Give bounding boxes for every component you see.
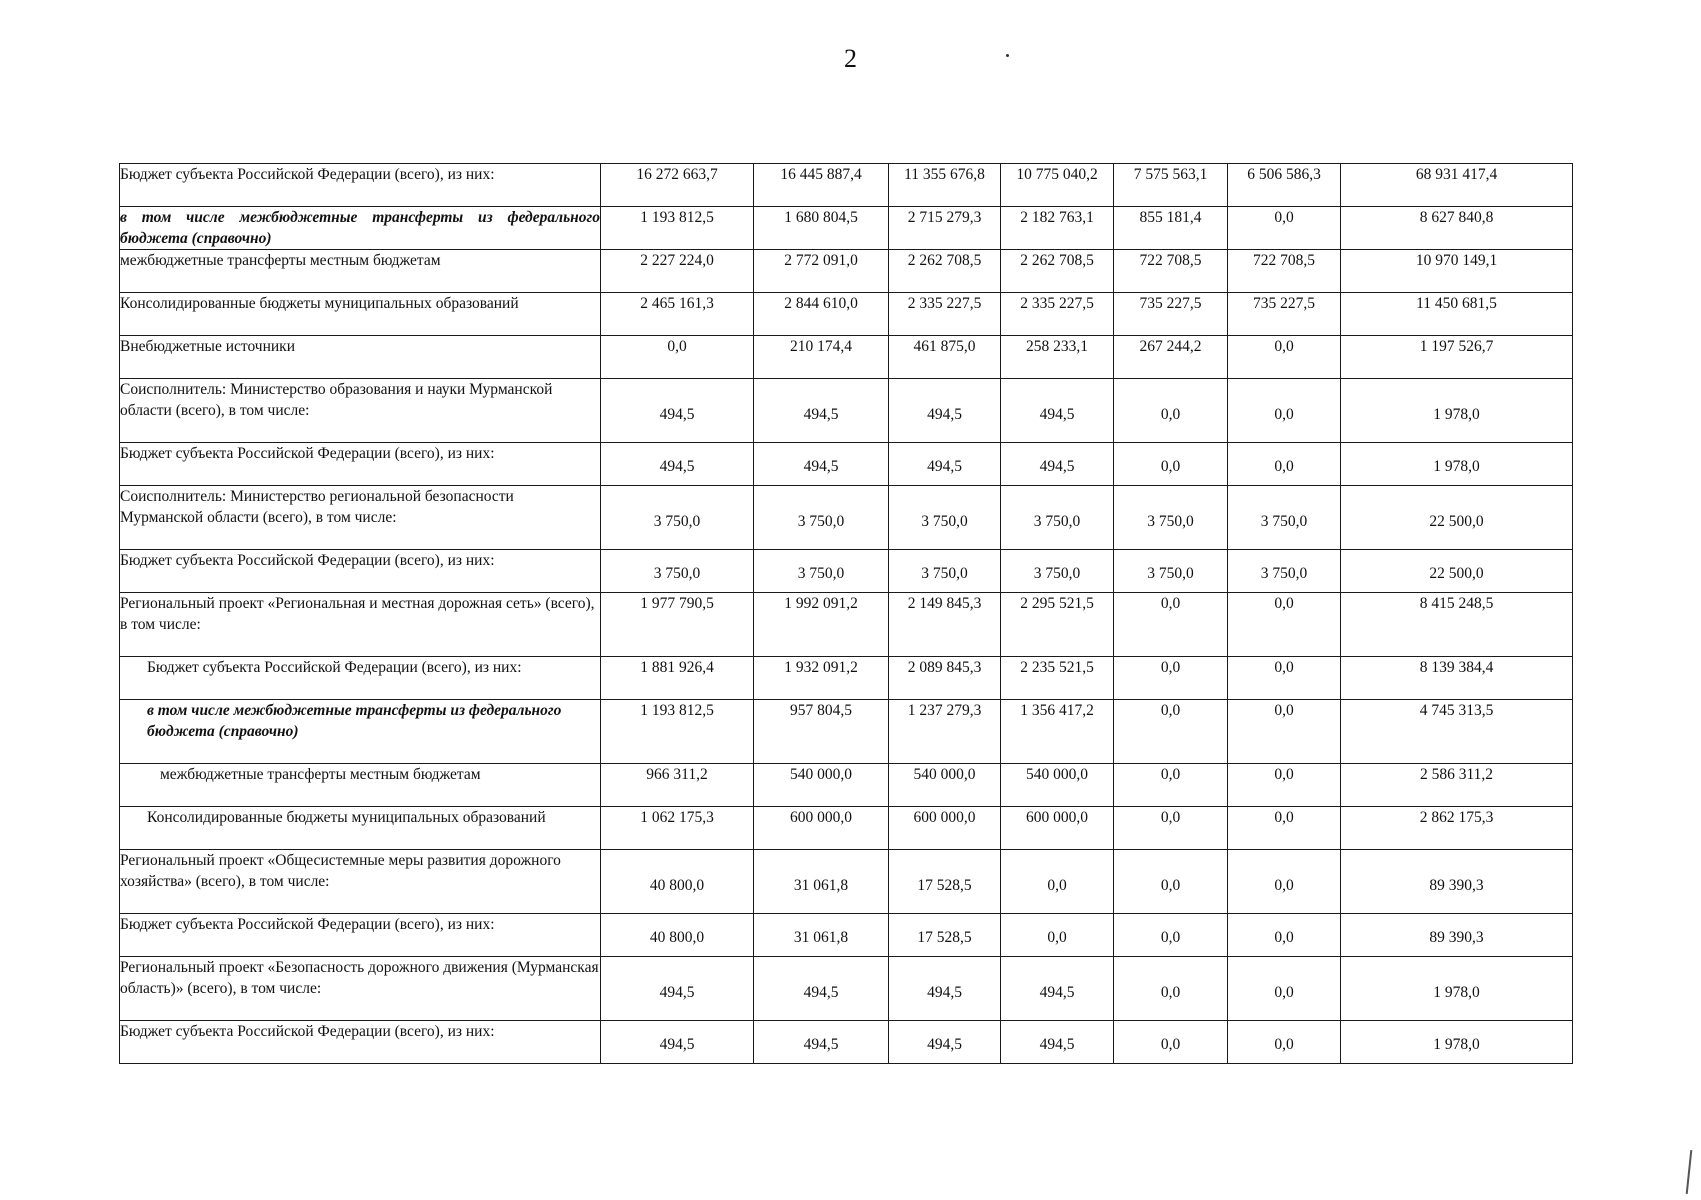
row-value-cell: 11 355 676,8 (889, 164, 1001, 207)
row-value-cell: 0,0 (1001, 850, 1114, 914)
row-value-cell: 494,5 (889, 379, 1001, 443)
row-value-cell: 40 800,0 (601, 850, 754, 914)
row-value-cell: 3 750,0 (754, 550, 889, 593)
row-value-cell: 735 227,5 (1228, 293, 1341, 336)
row-label: Бюджет субъекта Российской Федерации (всего), из них: (120, 1021, 601, 1064)
row-value-cell: 3 750,0 (1114, 486, 1228, 550)
row-total-cell: 8 627 840,8 (1341, 207, 1573, 250)
row-value-cell: 855 181,4 (1114, 207, 1228, 250)
row-value-cell: 210 174,4 (754, 336, 889, 379)
row-value-cell: 0,0 (1114, 657, 1228, 700)
row-value-cell: 16 272 663,7 (601, 164, 754, 207)
row-value-cell: 494,5 (754, 957, 889, 1021)
row-value-cell: 494,5 (601, 1021, 754, 1064)
row-value-cell: 494,5 (754, 443, 889, 486)
row-value-cell: 3 750,0 (601, 550, 754, 593)
row-label: Консолидированные бюджеты муниципальных образований (120, 807, 601, 850)
row-value-cell: 0,0 (1228, 914, 1341, 957)
row-value-cell: 1 992 091,2 (754, 593, 889, 657)
row-value-cell: 0,0 (1228, 657, 1341, 700)
row-value-cell: 1 193 812,5 (601, 207, 754, 250)
row-value-cell: 40 800,0 (601, 914, 754, 957)
row-value-cell: 1 932 091,2 (754, 657, 889, 700)
row-label: в том числе межбюджетные трансферты из федерального бюджета (справочно) (120, 700, 601, 764)
row-total-cell: 22 500,0 (1341, 486, 1573, 550)
row-label: Бюджет субъекта Российской Федерации (всего), из них: (120, 914, 601, 957)
row-label: межбюджетные трансферты местным бюджетам (120, 250, 601, 293)
row-value-cell: 0,0 (1228, 593, 1341, 657)
row-label: Бюджет субъекта Российской Федерации (всего), из них: (120, 657, 601, 700)
row-label: Консолидированные бюджеты муниципальных образований (120, 293, 601, 336)
scan-edge-mark (1686, 1150, 1693, 1194)
table-row (120, 379, 1573, 443)
row-value-cell: 1 881 926,4 (601, 657, 754, 700)
row-value-cell: 0,0 (1228, 850, 1341, 914)
row-value-cell: 2 262 708,5 (889, 250, 1001, 293)
row-value-cell: 2 335 227,5 (1001, 293, 1114, 336)
row-value-cell: 7 575 563,1 (1114, 164, 1228, 207)
row-total-cell: 1 197 526,7 (1341, 336, 1573, 379)
row-total-cell: 8 139 384,4 (1341, 657, 1573, 700)
page-number: 2 (844, 44, 857, 73)
row-total-cell: 68 931 417,4 (1341, 164, 1573, 207)
table-row (120, 550, 1573, 593)
row-value-cell: 16 445 887,4 (754, 164, 889, 207)
row-value-cell: 0,0 (1114, 914, 1228, 957)
row-value-cell: 258 233,1 (1001, 336, 1114, 379)
table-row (120, 850, 1573, 914)
row-value-cell: 494,5 (754, 1021, 889, 1064)
row-value-cell: 3 750,0 (889, 486, 1001, 550)
scan-speck (1006, 54, 1009, 57)
row-label: Бюджет субъекта Российской Федерации (всего), из них: (120, 443, 601, 486)
row-total-cell: 4 745 313,5 (1341, 700, 1573, 764)
table-row (120, 250, 1573, 293)
row-value-cell: 494,5 (1001, 1021, 1114, 1064)
row-value-cell: 0,0 (1228, 336, 1341, 379)
table-row (120, 207, 1573, 250)
row-value-cell: 0,0 (1114, 807, 1228, 850)
table-row (120, 293, 1573, 336)
row-value-cell: 2 772 091,0 (754, 250, 889, 293)
row-label: Региональный проект «Общесистемные меры развития дорожного хозяйства» (всего), в том числе: (120, 850, 601, 914)
row-value-cell: 0,0 (601, 336, 754, 379)
row-total-cell: 22 500,0 (1341, 550, 1573, 593)
row-label: Соисполнитель: Министерство региональной безопасности Мурманской области (всего), в том числе: (120, 486, 601, 550)
row-label: Региональный проект «Региональная и местная дорожная сеть» (всего), в том числе: (120, 593, 601, 657)
row-value-cell: 3 750,0 (1228, 550, 1341, 593)
row-value-cell: 540 000,0 (1001, 764, 1114, 807)
row-value-cell: 2 844 610,0 (754, 293, 889, 336)
table-row (120, 957, 1573, 1021)
row-value-cell: 966 311,2 (601, 764, 754, 807)
row-value-cell: 0,0 (1114, 850, 1228, 914)
row-value-cell: 0,0 (1228, 764, 1341, 807)
row-value-cell: 17 528,5 (889, 850, 1001, 914)
table-row (120, 700, 1573, 764)
row-value-cell: 31 061,8 (754, 914, 889, 957)
row-total-cell: 8 415 248,5 (1341, 593, 1573, 657)
row-value-cell: 0,0 (1228, 1021, 1341, 1064)
row-value-cell: 2 227 224,0 (601, 250, 754, 293)
row-value-cell: 1 193 812,5 (601, 700, 754, 764)
row-total-cell: 2 586 311,2 (1341, 764, 1573, 807)
row-total-cell: 2 862 175,3 (1341, 807, 1573, 850)
row-value-cell: 2 149 845,3 (889, 593, 1001, 657)
table-row (120, 764, 1573, 807)
row-value-cell: 3 750,0 (601, 486, 754, 550)
row-value-cell: 6 506 586,3 (1228, 164, 1341, 207)
row-value-cell: 1 356 417,2 (1001, 700, 1114, 764)
row-label: Бюджет субъекта Российской Федерации (всего), из них: (120, 550, 601, 593)
row-total-cell: 1 978,0 (1341, 443, 1573, 486)
row-label: Региональный проект «Безопасность дорожного движения (Мурманская область)» (всего), в том числе: (120, 957, 601, 1021)
row-value-cell: 494,5 (889, 957, 1001, 1021)
table-row (120, 486, 1573, 550)
budget-table (119, 163, 1573, 1064)
row-total-cell: 1 978,0 (1341, 1021, 1573, 1064)
row-value-cell: 461 875,0 (889, 336, 1001, 379)
row-value-cell: 1 680 804,5 (754, 207, 889, 250)
row-value-cell: 494,5 (601, 443, 754, 486)
row-value-cell: 267 244,2 (1114, 336, 1228, 379)
row-total-cell: 1 978,0 (1341, 957, 1573, 1021)
row-value-cell: 2 262 708,5 (1001, 250, 1114, 293)
row-value-cell: 0,0 (1114, 957, 1228, 1021)
table-row (120, 336, 1573, 379)
row-value-cell: 494,5 (1001, 957, 1114, 1021)
row-value-cell: 2 182 763,1 (1001, 207, 1114, 250)
row-value-cell: 31 061,8 (754, 850, 889, 914)
row-value-cell: 0,0 (1228, 443, 1341, 486)
row-value-cell: 494,5 (1001, 379, 1114, 443)
row-value-cell: 1 237 279,3 (889, 700, 1001, 764)
row-total-cell: 89 390,3 (1341, 850, 1573, 914)
row-value-cell: 0,0 (1228, 957, 1341, 1021)
row-value-cell: 0,0 (1114, 379, 1228, 443)
table-row (120, 807, 1573, 850)
row-value-cell: 0,0 (1228, 807, 1341, 850)
row-value-cell: 722 708,5 (1228, 250, 1341, 293)
row-value-cell: 600 000,0 (1001, 807, 1114, 850)
row-value-cell: 2 465 161,3 (601, 293, 754, 336)
row-value-cell: 2 335 227,5 (889, 293, 1001, 336)
table-row (120, 914, 1573, 957)
row-value-cell: 0,0 (1228, 207, 1341, 250)
row-label: Соисполнитель: Министерство образования и науки Мурманской области (всего), в том числе: (120, 379, 601, 443)
row-total-cell: 89 390,3 (1341, 914, 1573, 957)
row-value-cell: 957 804,5 (754, 700, 889, 764)
row-value-cell: 3 750,0 (1228, 486, 1341, 550)
row-value-cell: 494,5 (601, 379, 754, 443)
row-value-cell: 0,0 (1114, 593, 1228, 657)
row-value-cell: 494,5 (601, 957, 754, 1021)
row-value-cell: 494,5 (889, 1021, 1001, 1064)
table-row (120, 443, 1573, 486)
row-label: межбюджетные трансферты местным бюджетам (120, 764, 601, 807)
row-value-cell: 1 977 790,5 (601, 593, 754, 657)
table-row (120, 1021, 1573, 1064)
row-value-cell: 2 715 279,3 (889, 207, 1001, 250)
row-value-cell: 735 227,5 (1114, 293, 1228, 336)
row-value-cell: 10 775 040,2 (1001, 164, 1114, 207)
row-value-cell: 0,0 (1114, 443, 1228, 486)
row-value-cell: 0,0 (1114, 764, 1228, 807)
row-value-cell: 722 708,5 (1114, 250, 1228, 293)
row-value-cell: 0,0 (1001, 914, 1114, 957)
row-value-cell: 2 235 521,5 (1001, 657, 1114, 700)
table-row (120, 657, 1573, 700)
row-value-cell: 600 000,0 (889, 807, 1001, 850)
row-value-cell: 540 000,0 (889, 764, 1001, 807)
row-value-cell: 0,0 (1228, 700, 1341, 764)
row-label: в том числе межбюджетные трансферты из федерального бюджета (справочно) (120, 207, 601, 250)
row-value-cell: 0,0 (1114, 1021, 1228, 1064)
row-label: Внебюджетные источники (120, 336, 601, 379)
row-total-cell: 1 978,0 (1341, 379, 1573, 443)
row-value-cell: 3 750,0 (1001, 550, 1114, 593)
row-value-cell: 540 000,0 (754, 764, 889, 807)
row-total-cell: 10 970 149,1 (1341, 250, 1573, 293)
table-row (120, 164, 1573, 207)
row-label: Бюджет субъекта Российской Федерации (всего), из них: (120, 164, 601, 207)
row-value-cell: 2 295 521,5 (1001, 593, 1114, 657)
row-value-cell: 2 089 845,3 (889, 657, 1001, 700)
row-value-cell: 0,0 (1114, 700, 1228, 764)
row-value-cell: 494,5 (1001, 443, 1114, 486)
row-value-cell: 17 528,5 (889, 914, 1001, 957)
table-row (120, 593, 1573, 657)
row-value-cell: 1 062 175,3 (601, 807, 754, 850)
row-value-cell: 3 750,0 (754, 486, 889, 550)
row-value-cell: 3 750,0 (889, 550, 1001, 593)
row-value-cell: 3 750,0 (1114, 550, 1228, 593)
row-value-cell: 3 750,0 (1001, 486, 1114, 550)
row-total-cell: 11 450 681,5 (1341, 293, 1573, 336)
row-value-cell: 494,5 (889, 443, 1001, 486)
row-value-cell: 0,0 (1228, 379, 1341, 443)
row-value-cell: 600 000,0 (754, 807, 889, 850)
row-value-cell: 494,5 (754, 379, 889, 443)
